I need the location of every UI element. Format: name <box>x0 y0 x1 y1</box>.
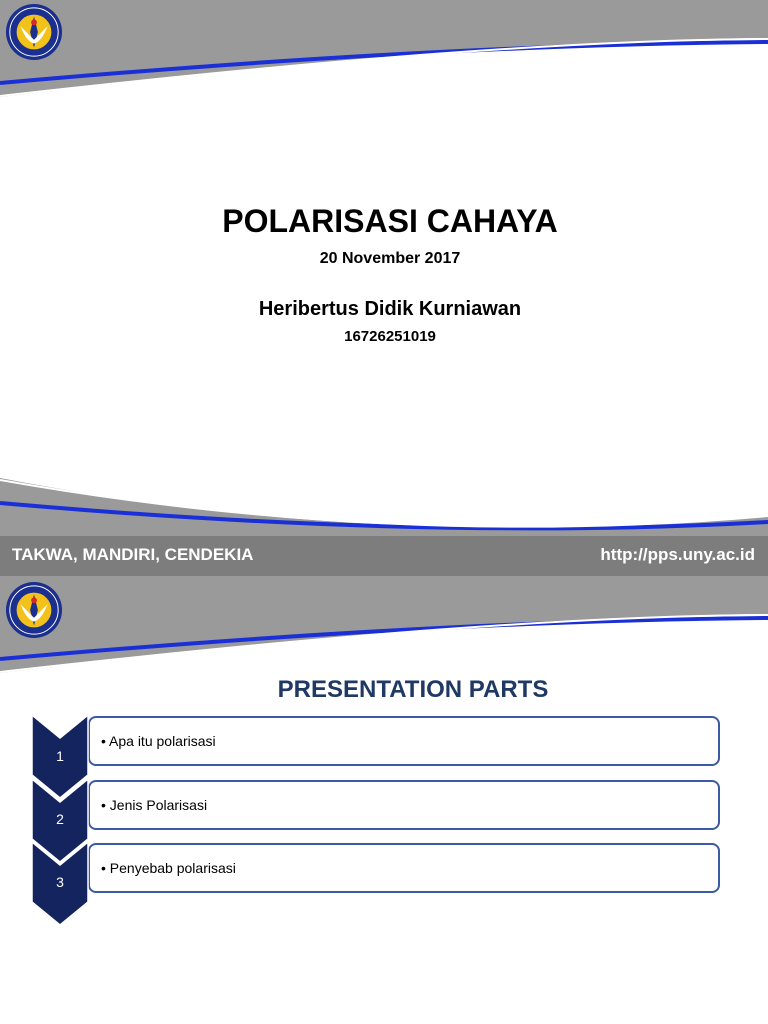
part-text-2: • Jenis Polarisasi <box>101 797 208 813</box>
part-number-1: 1 <box>56 748 64 764</box>
author-name: Heribertus Didik Kurniawan <box>258 298 522 320</box>
header-wave <box>0 0 768 110</box>
university-seal-logo <box>5 581 63 639</box>
part-box-2 <box>88 780 720 830</box>
footer-motto: TAKWA, MANDIRI, CENDEKIA <box>12 545 254 564</box>
presentation-date: 20 November 2017 <box>319 250 461 267</box>
agenda-slide <box>0 576 768 1024</box>
part-box-3 <box>88 843 720 893</box>
header-wave <box>0 576 768 686</box>
part-number-3: 3 <box>56 874 64 890</box>
footer-bar <box>0 536 768 576</box>
footer-url[interactable]: http://pps.uny.ac.id <box>600 545 755 564</box>
student-id: 16726251019 <box>344 328 436 345</box>
footer-wave <box>0 470 768 540</box>
part-number-2: 2 <box>56 811 64 827</box>
part-text-3: • Penyebab polarisasi <box>101 860 236 876</box>
part-text-1: • Apa itu polarisasi <box>101 733 216 749</box>
presentation-title: POLARISASI CAHAYA <box>222 203 558 239</box>
part-box-1 <box>88 716 720 766</box>
university-seal-logo <box>5 3 63 61</box>
agenda-title: PRESENTATION PARTS <box>277 676 549 703</box>
